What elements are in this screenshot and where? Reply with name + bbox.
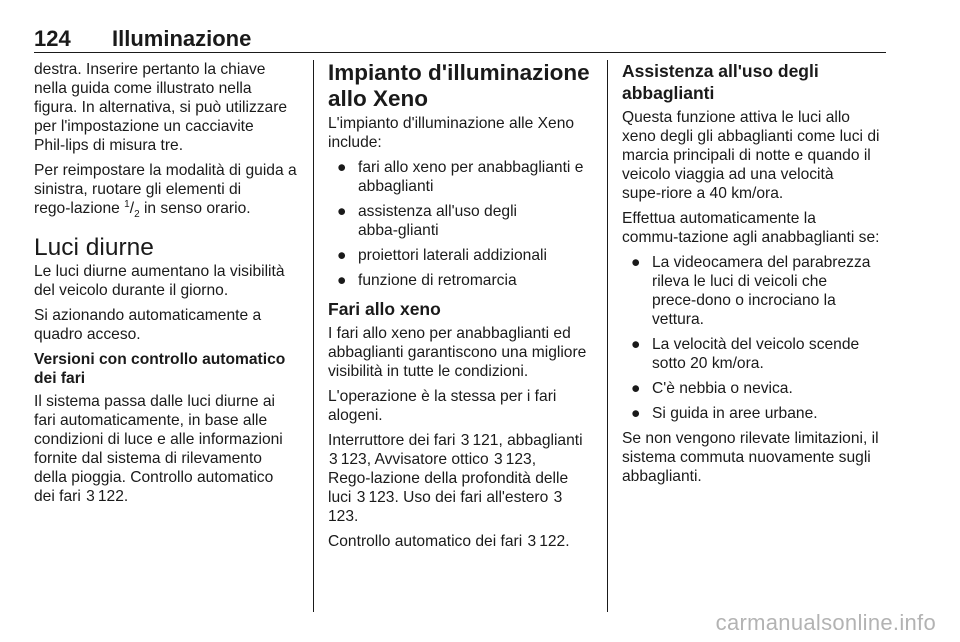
list-item	[622, 335, 886, 373]
page-reference-link[interactable]: 123, Avvisatore ottico	[340, 451, 489, 468]
bullet-icon: ●	[337, 203, 347, 220]
bullet-list	[328, 158, 592, 290]
section-heading: Luci diurne	[34, 234, 154, 261]
page-header	[34, 26, 886, 52]
bullet-icon: ●	[631, 380, 641, 397]
page-reference-link[interactable]: 122.	[539, 533, 570, 550]
subsection-heading: Fari allo xeno	[328, 299, 441, 319]
paragraph: destra. Inserire pertanto la chiave nella guida come illustrato nella figura. In alternativa, si può utilizzare per l'impostazione un cacciavite Phil‑lips di misura tre.	[34, 61, 288, 154]
paragraph	[34, 392, 298, 506]
page-reference-icon: 3	[356, 489, 366, 506]
bullet-icon: ●	[337, 247, 347, 264]
bullet-icon: ●	[337, 159, 347, 176]
bullet-icon: ●	[337, 272, 347, 289]
list-item	[328, 202, 592, 240]
paragraph: Si azionando automaticamente a quadro acceso.	[34, 307, 262, 343]
column-left	[34, 60, 298, 512]
page-reference-icon: 3	[553, 489, 563, 506]
page-reference-icon: 3	[493, 451, 503, 468]
list-item	[622, 379, 886, 398]
text-run: in senso orario.	[139, 200, 251, 217]
page-reference-icon: 3	[329, 451, 338, 468]
list-item-text: La videocamera del parabrezza rileva le luci di veicoli che prece‑dono o incrociano la vettura.	[652, 254, 871, 328]
page-reference-link[interactable]: 123, Rego‑lazione della profondità delle luci	[328, 451, 569, 506]
list-item-text: assistenza all'uso degli abba‑glianti	[358, 203, 518, 239]
bullet-icon: ●	[631, 254, 641, 271]
header-divider	[34, 52, 886, 53]
text-run: Per reimpostare la modalità di guida a sinistra, ruotare gli elementi di rego‑lazione	[34, 162, 297, 217]
paragraph: L'operazione è la stessa per i fari alogeni.	[328, 388, 557, 424]
page-number: 124	[34, 26, 71, 51]
bullet-list	[622, 253, 886, 423]
fraction-slash: /	[129, 200, 135, 217]
page-reference-icon: 3	[460, 432, 470, 449]
list-item	[328, 246, 592, 265]
paragraph: Se non vengono rilevate limitazioni, il sistema commuta nuovamente sugli abbaglianti.	[622, 430, 879, 485]
column-right	[622, 60, 886, 492]
subsection-heading: Versioni con controllo automatico dei fari	[34, 351, 286, 387]
page-reference-link[interactable]: 123.	[328, 508, 359, 525]
bullet-icon: ●	[631, 405, 641, 422]
list-item-text: C'è nebbia o nevica.	[652, 380, 793, 397]
paragraph: Le luci diurne aumentano la visibilità del veicolo durante il giorno.	[34, 263, 285, 299]
paragraph: Questa funzione attiva le luci allo xeno degli gli abbaglianti come luci di marcia principali di notte e quando il veicolo viaggia ad una velocità supe‑riore a 40 km/ora.	[622, 109, 880, 202]
text-run: Controllo automatico dei fari	[328, 533, 523, 550]
page-reference-icon: 3	[527, 533, 537, 550]
page-reference-icon: 3	[86, 488, 95, 505]
fraction-numerator: 1	[124, 198, 130, 210]
paragraph	[34, 161, 298, 221]
section-title: Illuminazione	[112, 26, 252, 51]
paragraph	[328, 431, 592, 526]
section-heading: Impianto d'illuminazione allo Xeno	[328, 60, 590, 111]
fraction-denominator: 2	[134, 209, 140, 221]
list-item-text: proiettori laterali addizionali	[358, 247, 547, 264]
list-item-text: Si guida in aree urbane.	[652, 405, 818, 422]
paragraph	[328, 532, 592, 551]
text-run: Il sistema passa dalle luci diurne ai fari automaticamente, in base alle condizioni di luce e alle informazioni fornite dal sistema di rilevamento della pioggia. Controllo automatico dei fari	[34, 393, 283, 505]
text-run: Interruttore dei fari	[328, 432, 456, 449]
paragraph: Effettua automaticamente la commu‑tazione agli anabbaglianti se:	[622, 210, 880, 246]
column-divider-left	[313, 60, 314, 612]
watermark: carmanualsonline.info	[715, 610, 936, 635]
list-item-text: La velocità del veicolo scende sotto 20 km/ora.	[652, 336, 860, 372]
list-item	[622, 404, 886, 423]
paragraph: I fari allo xeno per anabbaglianti ed abbaglianti garantiscono una migliore visibilità in tutte le condizioni.	[328, 325, 587, 380]
bullet-icon: ●	[631, 336, 641, 353]
section-heading: Assistenza all'uso degli abbaglianti	[622, 61, 819, 103]
page-reference-link[interactable]: 123. Uso dei fari all'estero	[368, 489, 549, 506]
page-reference-link[interactable]: 122.	[97, 488, 129, 505]
list-item	[328, 271, 592, 290]
page-reference-link[interactable]: 121, abbaglianti	[472, 432, 583, 449]
list-item-text: fari allo xeno per anabbaglianti e abbaglianti	[358, 159, 584, 195]
list-item	[328, 158, 592, 196]
list-item	[622, 253, 886, 329]
column-divider-right	[607, 60, 608, 612]
list-item-text: funzione di retromarcia	[358, 272, 517, 289]
column-middle	[328, 60, 592, 557]
paragraph: L'impianto d'illuminazione alle Xeno include:	[328, 115, 575, 151]
